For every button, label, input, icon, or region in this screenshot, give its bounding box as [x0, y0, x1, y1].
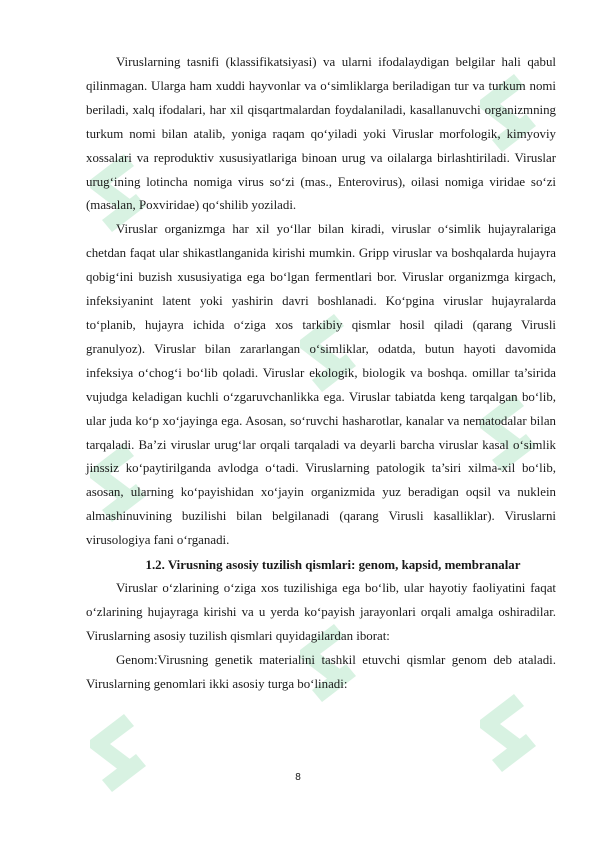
watermark-mark: [480, 694, 536, 772]
paragraph-structure-intro: Viruslar o‘zlarining o‘ziga xos tuzilishiga ega bo‘lib, ular hayotiy faoliyatini faqat o‘zlarining hujayraga kirishi va u yerda ko‘payish jarayonlari orqali amalga oshiradilar. Viruslarning asosiy tuzilish qismlari quyidagilardan iborat:: [86, 581, 556, 643]
paragraph-classification: Viruslarning tasnifi (klassifikatsiyasi) va ularni ifodalaydigan belgilar hali qabul qilinmagan. Ularga ham xuddi hayvonlar va o‘simliklarga beriladigan tur va turkum nomi beriladi, xalq ifodalari, har xil qisqartmalardan foydalaniladi, kasallanuvchi organizmning turkum nomi bilan atalib, yoniga raqam qo‘yiladi yoki Viruslar morfologik, kimyoviy xossalari va reproduktiv xususiyatlariga binoan urug va oilalarga birlashtiriladi. Viruslar urug‘ining lotincha nomiga virus so‘zi (mas., Enterovirus), oilasi nomiga viridae so‘zi (masalan, Poxviridae) qo‘shilib yoziladi.: [86, 55, 556, 213]
paragraph-infection: Viruslar organizmga har xil yo‘llar bilan kiradi, viruslar o‘simlik hujayralariga chetdan faqat ular shikastlanganida kirishi mumkin. Gripp viruslar va boshqalarda hujayra qobig‘ini buzish xususiyatiga ega bo‘lgan fermentlari bor. Viruslar organizmga kirgach, infeksiyanint latent yoki yashirin davri boshlanadi. Ko‘pgina viruslar hujayralarda to‘planib, hujayra ichida o‘ziga xos tarkibiy qismlar hosil qiladi (qarang Virusli granulyoz). Viruslar bilan zararlangan o‘simliklar, odatda, butun hayoti davomida infeksiya o‘chog‘i bo‘lib qoladi. Viruslar ekologik, biologik va boshqa. omillar ta’sirida vujudga keladigan kuchli o‘zgaruvchanlikka ega. Viruslar tabiatda keng tarqalgan bo‘lib, ular juda ko‘p xo‘jayinga ega. Asosan, so‘ruvchi hasharotlar, kanalar va nematodalar bilan tarqaladi. Ba’zi viruslar urug‘lar orqali tarqaladi va deyarli barcha viruslar kasal o‘simlik jinssiz ko‘paytirilganda avlodga o‘tadi. Viruslarning patologik ta’siri xilma-xil bo‘lib, asosan, ularning ko‘payishidan xo‘jayin organizmida yuz beradigan oqsil va nuklein almashinuvining buzilishi bilan belgilanadi (qarang Virusli kasalliklar). Viruslarni virusologiya fani o‘rganadi.: [86, 222, 556, 548]
paragraph-genome: Genom:Virusning genetik materialini tashkil etuvchi qismlar genom deb ataladi. Viruslarning genomlari ikki asosiy turga bo‘linadi:: [86, 652, 556, 691]
page-number: 8: [294, 772, 302, 783]
document-body: [86, 51, 556, 697]
section-heading: 1.2. Virusning asosiy tuzilish qismlari: genom, kapsid, membranalar: [145, 558, 521, 573]
